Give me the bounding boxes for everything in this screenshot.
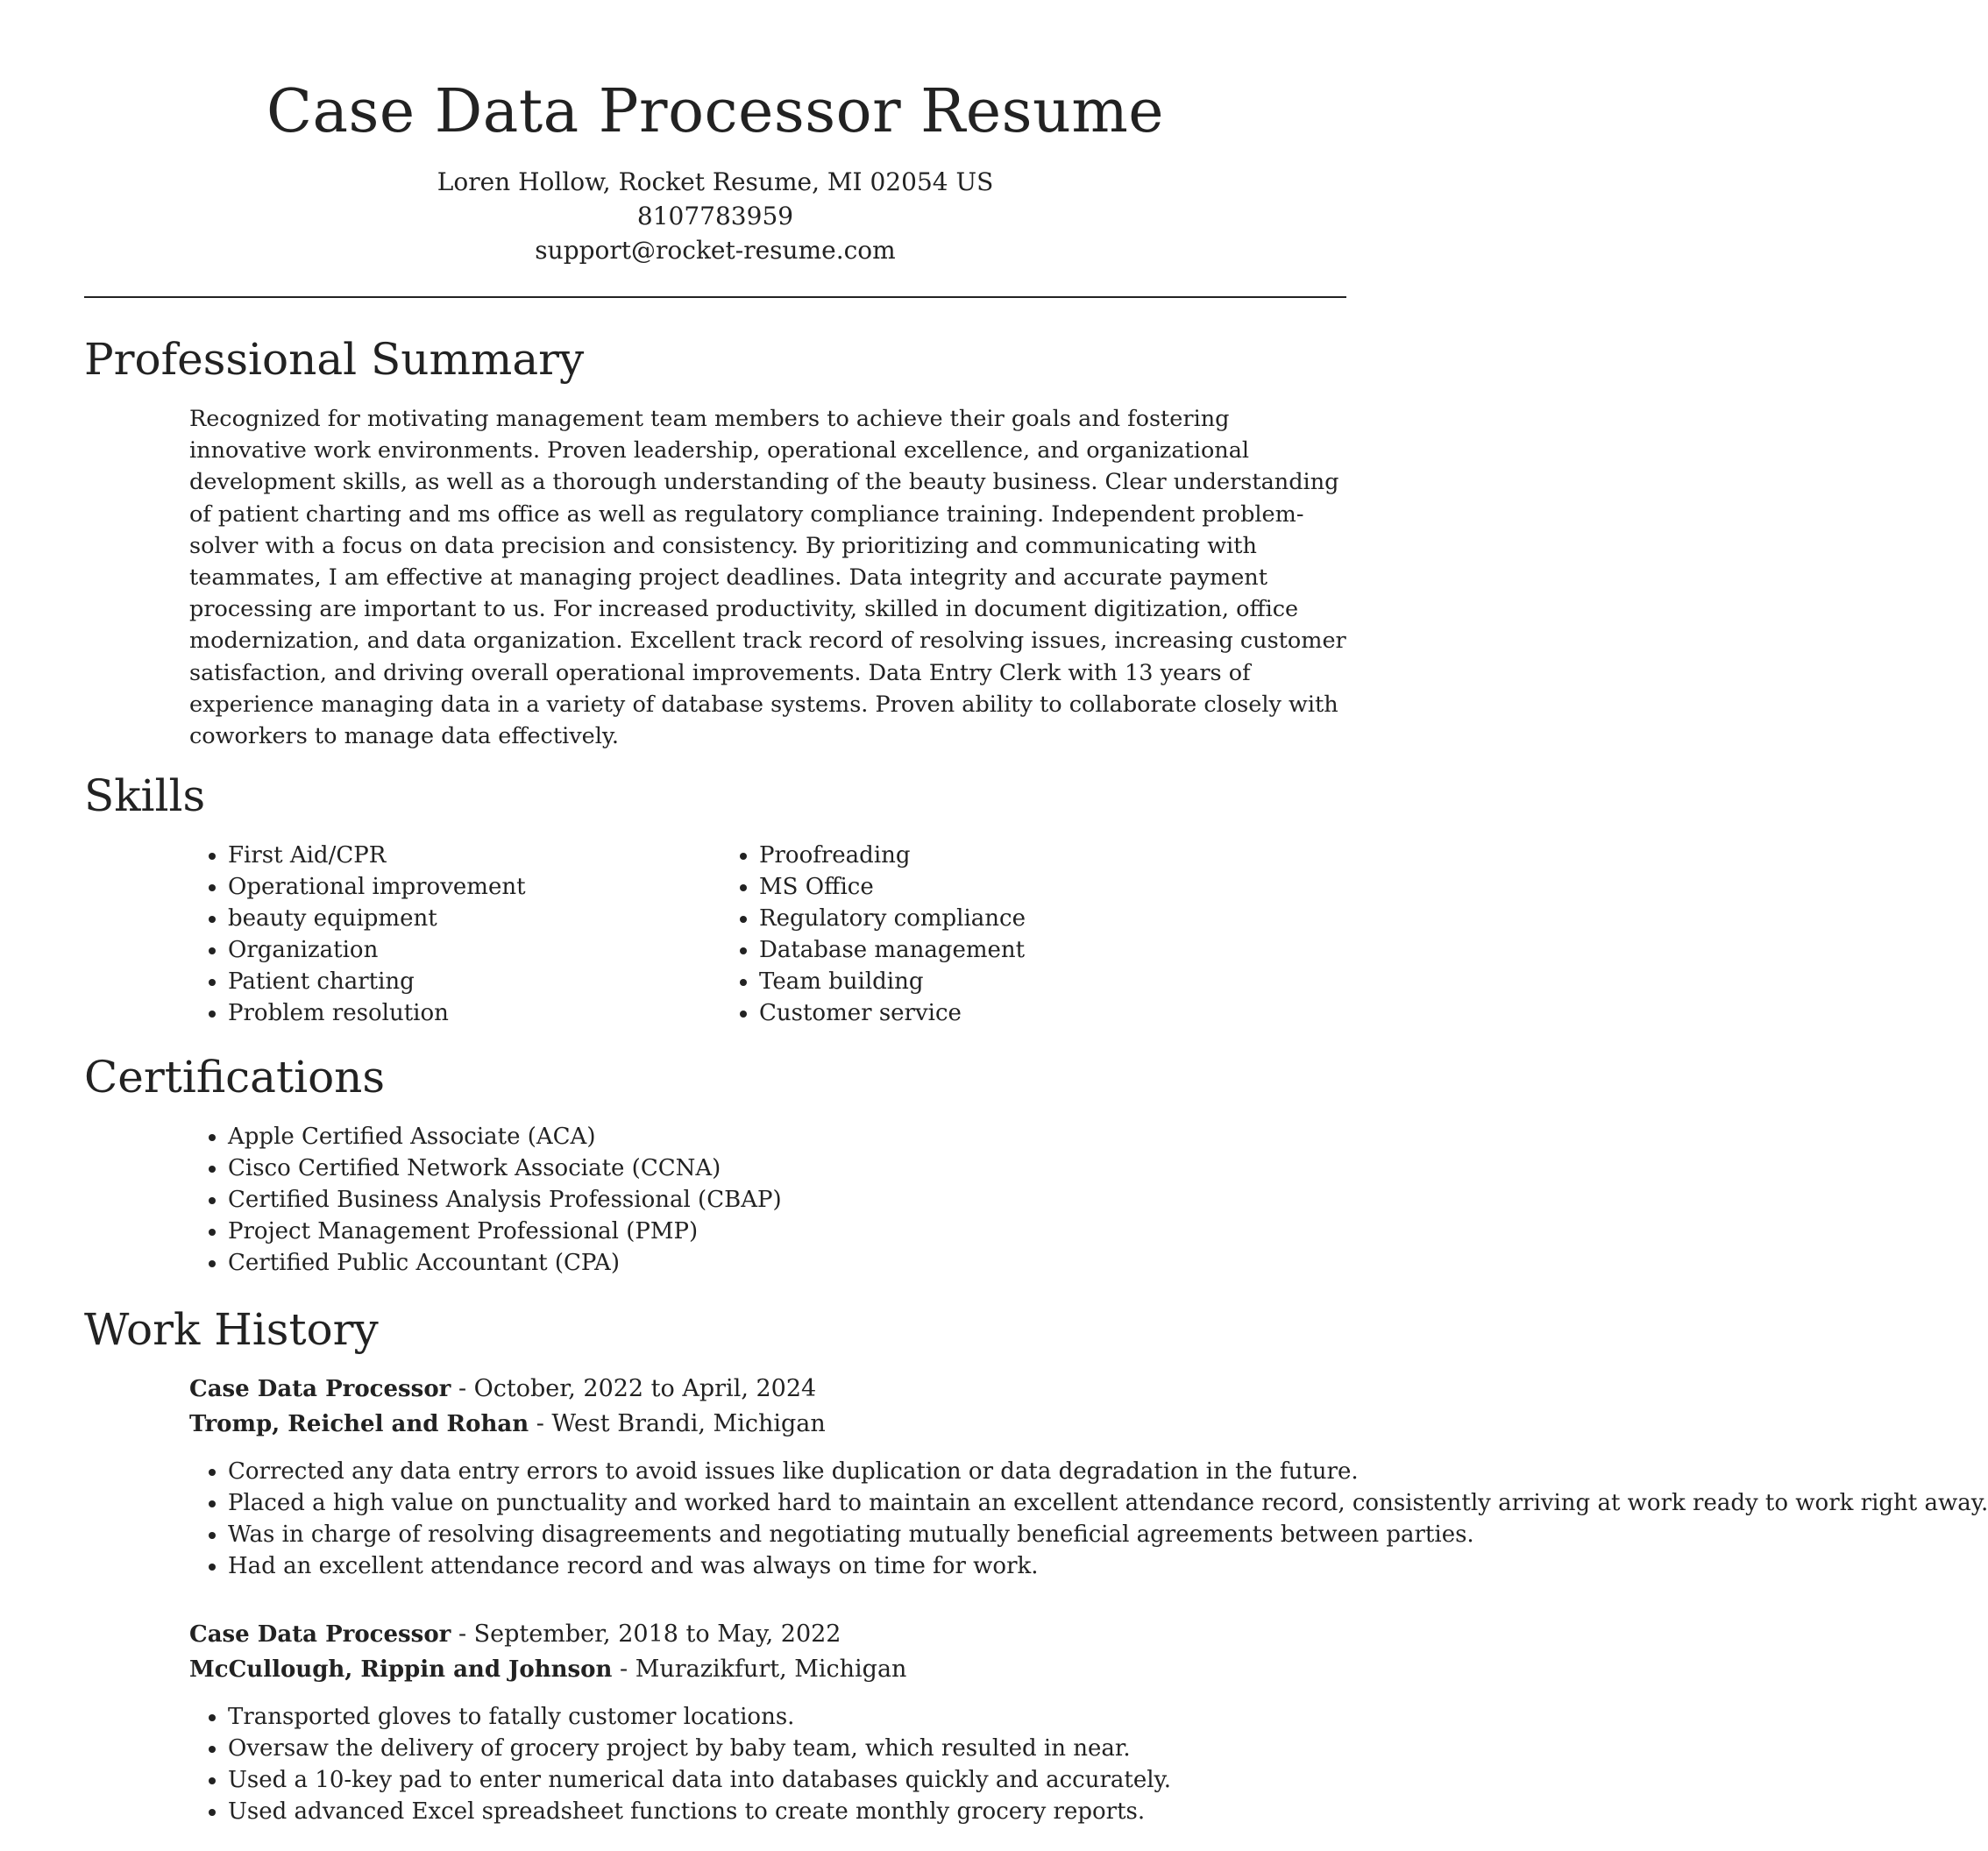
skill-item: • First Aid/CPR [228,840,721,871]
job-location: West Brandi, Michigan [551,1410,826,1438]
work-history-heading: Work History [84,1304,379,1356]
job-company-line: Tromp, Reichel and Rohan - West Brandi, Michigan [189,1410,826,1438]
header-divider [84,296,1346,298]
summary-text: Recognized for motivating management team members to achieve their goals and fostering innovative work environments. Proven leadership, operational excellence, and organizational development skills, as well as a thorough understanding of the beauty business. Clear understanding of patient charting and ms office as well as regulatory compliance training. Independent problem-solver with a focus on data precision and consistency. By prioritizing and communicating with teammates, I am effective at managing project deadlines. Data integrity and accurate payment processing are important to us. For increased productivity, skilled in document digitization, office modernization, and data organization. Excellent track record of resolving issues, increasing customer satisfaction, and driving overall operational improvements. Data Entry Clerk with 13 years of experience managing data in a variety of database systems. Proven ability to collaborate closely with coworkers to manage data effectively. [189,406,1346,750]
certifications-heading: Certifications [84,1052,386,1103]
job-title-line: Case Data Processor - October, 2022 to April, 2024 [189,1375,817,1403]
certification-item: • Apple Certified Associate (ACA) [228,1121,1346,1152]
job-duty: • Had an excellent attendance record and was always on time for work. [228,1550,1367,1582]
skills-list-left [189,840,721,1029]
job-entry [189,1372,1988,1582]
contact-address: Loren Hollow, Rocket Resume, MI 02054 US [437,167,994,196]
job-duties-list [189,1456,1988,1582]
contact-block [84,165,1346,267]
job-duty: • Was in charge of resolving disagreements and negotiating mutually beneficial agreements between parties. [228,1519,1367,1550]
job-title: Case Data Processor [189,1376,451,1403]
skill-item: • Customer service [759,997,1246,1029]
job-duties-list [189,1701,1367,1827]
job-duty: • Used advanced Excel spreadsheet functions to create monthly grocery reports. [228,1796,1367,1827]
job-duty: • Transported gloves to fatally customer locations. [228,1701,1367,1733]
job-duty: • Oversaw the delivery of grocery project by baby team, which resulted in near. [228,1733,1367,1764]
job-title-line: Case Data Processor - September, 2018 to May, 2022 [189,1621,841,1649]
job-company: Tromp, Reichel and Rohan [189,1411,529,1438]
summary-heading: Professional Summary [84,334,585,385]
job-dates: October, 2022 to April, 2024 [473,1375,817,1403]
skill-item: • Database management [759,934,1246,966]
job-duty: • Corrected any data entry errors to avoid issues like duplication or data degradation in the future. [228,1456,1367,1487]
certification-item: • Project Management Professional (PMP) [228,1216,1346,1247]
job-entry [189,1617,1346,1827]
skill-item: • Regulatory compliance [759,903,1246,934]
contact-email: support@rocket-resume.com [535,236,896,265]
job-location: Murazikfurt, Michigan [635,1656,907,1684]
skill-item: • Patient charting [228,966,721,997]
skill-item: • Problem resolution [228,997,721,1029]
job-dates: September, 2018 to May, 2022 [473,1621,841,1649]
certifications-list [189,1121,1346,1279]
job-company-line: McCullough, Rippin and Johnson - Murazikfurt, Michigan [189,1656,907,1684]
job-duty: • Placed a high value on punctuality and worked hard to maintain an excellent attendance record, consistently arriving at work ready to work right away. [228,1487,1367,1519]
certification-item: • Certified Business Analysis Professional (CBAP) [228,1184,1346,1216]
skills-columns [189,840,1346,1029]
contact-phone: 8107783959 [636,202,794,230]
skill-item: • beauty equipment [228,903,721,934]
job-company: McCullough, Rippin and Johnson [189,1656,613,1684]
job-duty: • Used a 10-key pad to enter numerical data into databases quickly and accurately. [228,1764,1367,1796]
skill-item: • Team building [759,966,1246,997]
skill-item: • Operational improvement [228,871,721,903]
skills-heading: Skills [84,770,206,822]
resume-title: Case Data Processor Resume [266,77,1165,146]
certification-item: • Certified Public Accountant (CPA) [228,1247,1346,1279]
resume-page [84,0,1988,1827]
certification-item: • Cisco Certified Network Associate (CCNA) [228,1152,1346,1184]
skill-item: • MS Office [759,871,1246,903]
skill-item: • Proofreading [759,840,1246,871]
skills-list-right [721,840,1246,1029]
skill-item: • Organization [228,934,721,966]
job-title: Case Data Processor [189,1621,451,1649]
